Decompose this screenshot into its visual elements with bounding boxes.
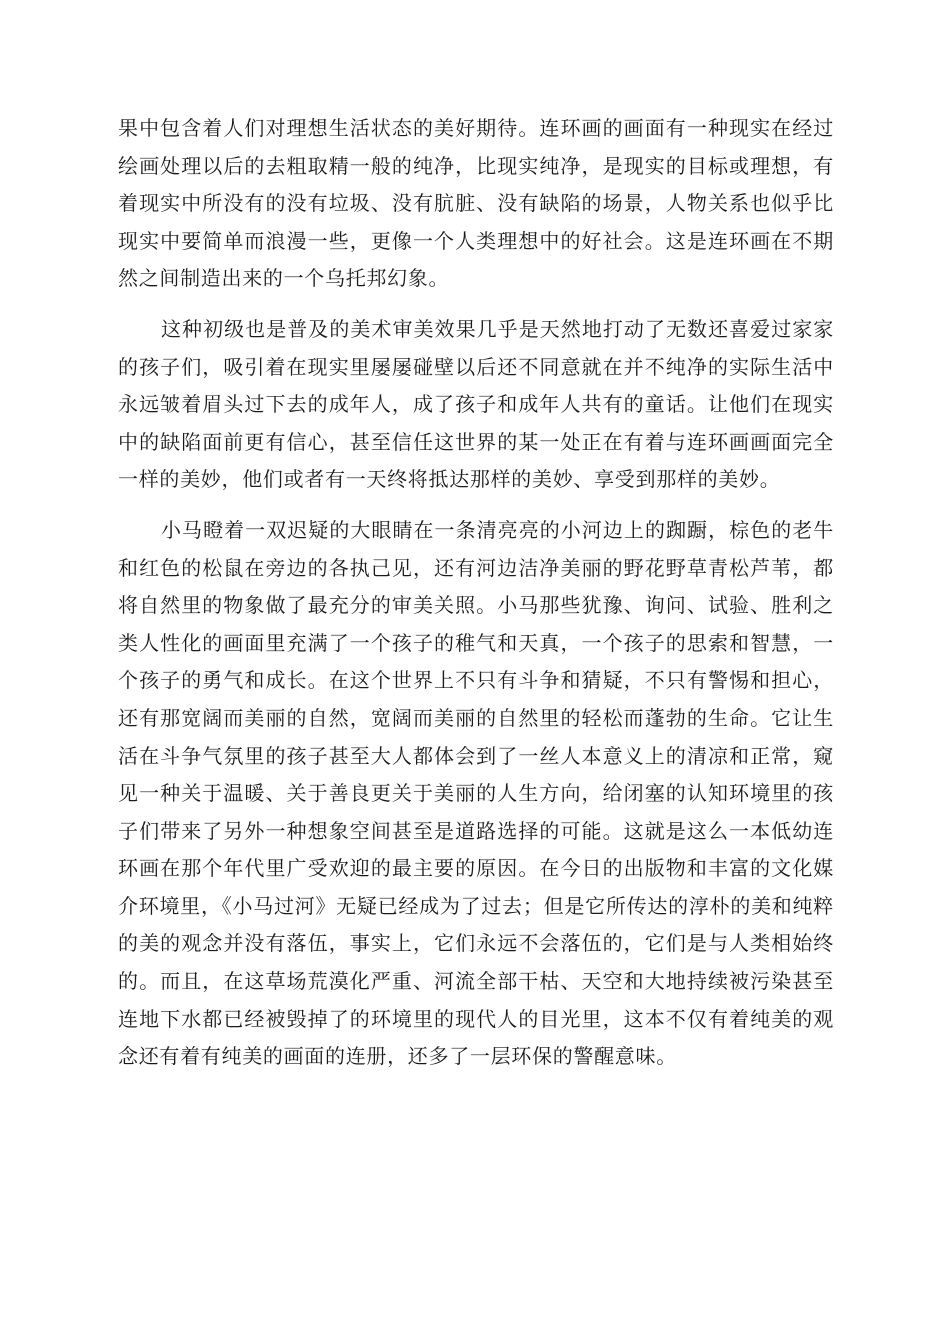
paragraph-2: 这种初级也是普及的美术审美效果几乎是天然地打动了无数还喜爱过家家的孩子们，吸引着在现实里屡屡碰壁以后还不同意就在并不纯净的实际生活中永远皱着眉头过下去的成年人，成了孩子和成年人共有的童话。让他们在现实中的缺陷面前更有信心，甚至信任这世界的某一处正在有着与连环画画面完全一样的美妙，他们或者有一天终将抵达那样的美妙、享受到那样的美妙。 [118, 316, 834, 492]
paragraph-1: 果中包含着人们对理想生活状态的美好期待。连环画的画面有一种现实在经过绘画处理以后的去粗取精一般的纯净，比现实纯净，是现实的目标或理想，有着现实中所没有的没有垃圾、没有肮脏、没有缺陷的场景，人物关系也似乎比现实中要简单而浪漫一些，更像一个人类理想中的好社会。这是连环画在不期然之间制造出来的一个乌托邦幻象。 [118, 116, 834, 291]
paragraph-3: 小马瞪着一双迟疑的大眼睛在一条清亮亮的小河边上的踟蹰，棕色的老牛和红色的松鼠在旁边的各执己见，还有河边洁净美丽的野花野草青松芦苇，都将自然里的物象做了最充分的审美关照。小马那些犹豫、询问、试验、胜利之类人性化的画面里充满了一个孩子的稚气和天真，一个孩子的思索和智慧，一个孩子的勇气和成长。在这个世界上不只有斗争和猜疑，不只有警惕和担心，还有那宽阔而美丽的自然，宽阔而美丽的自然里的轻松而蓬勃的生命。它让生活在斗争气氛里的孩子甚至大人都体会到了一丝人本意义上的清凉和正常，窥见一种关于温暖、关于善良更关于美丽的人生方向，给闭塞的认知环境里的孩子们带来了另外一种想象空间甚至是道路选择的可能。这就是这么一本低幼连环画在那个年代里广受欢迎的最主要的原因。在今日的出版物和丰富的文化媒介环境里，《小马过河》无疑已经成为了过去；但是它所传达的淳朴的美和纯粹的美的观念并没有落伍，事实上，它们永远不会落伍的，它们是与人类相始终的。而且，在这草场荒漠化严重、河流全部干枯、天空和大地持续被污染甚至连地下水都已经被毁掉了的环境里的现代人的目光里，这本不仅有着纯美的观念还有着有纯美的画面的连册，还多了一层环保的警醒意味。 [118, 517, 834, 1069]
article-body [118, 110, 834, 1089]
